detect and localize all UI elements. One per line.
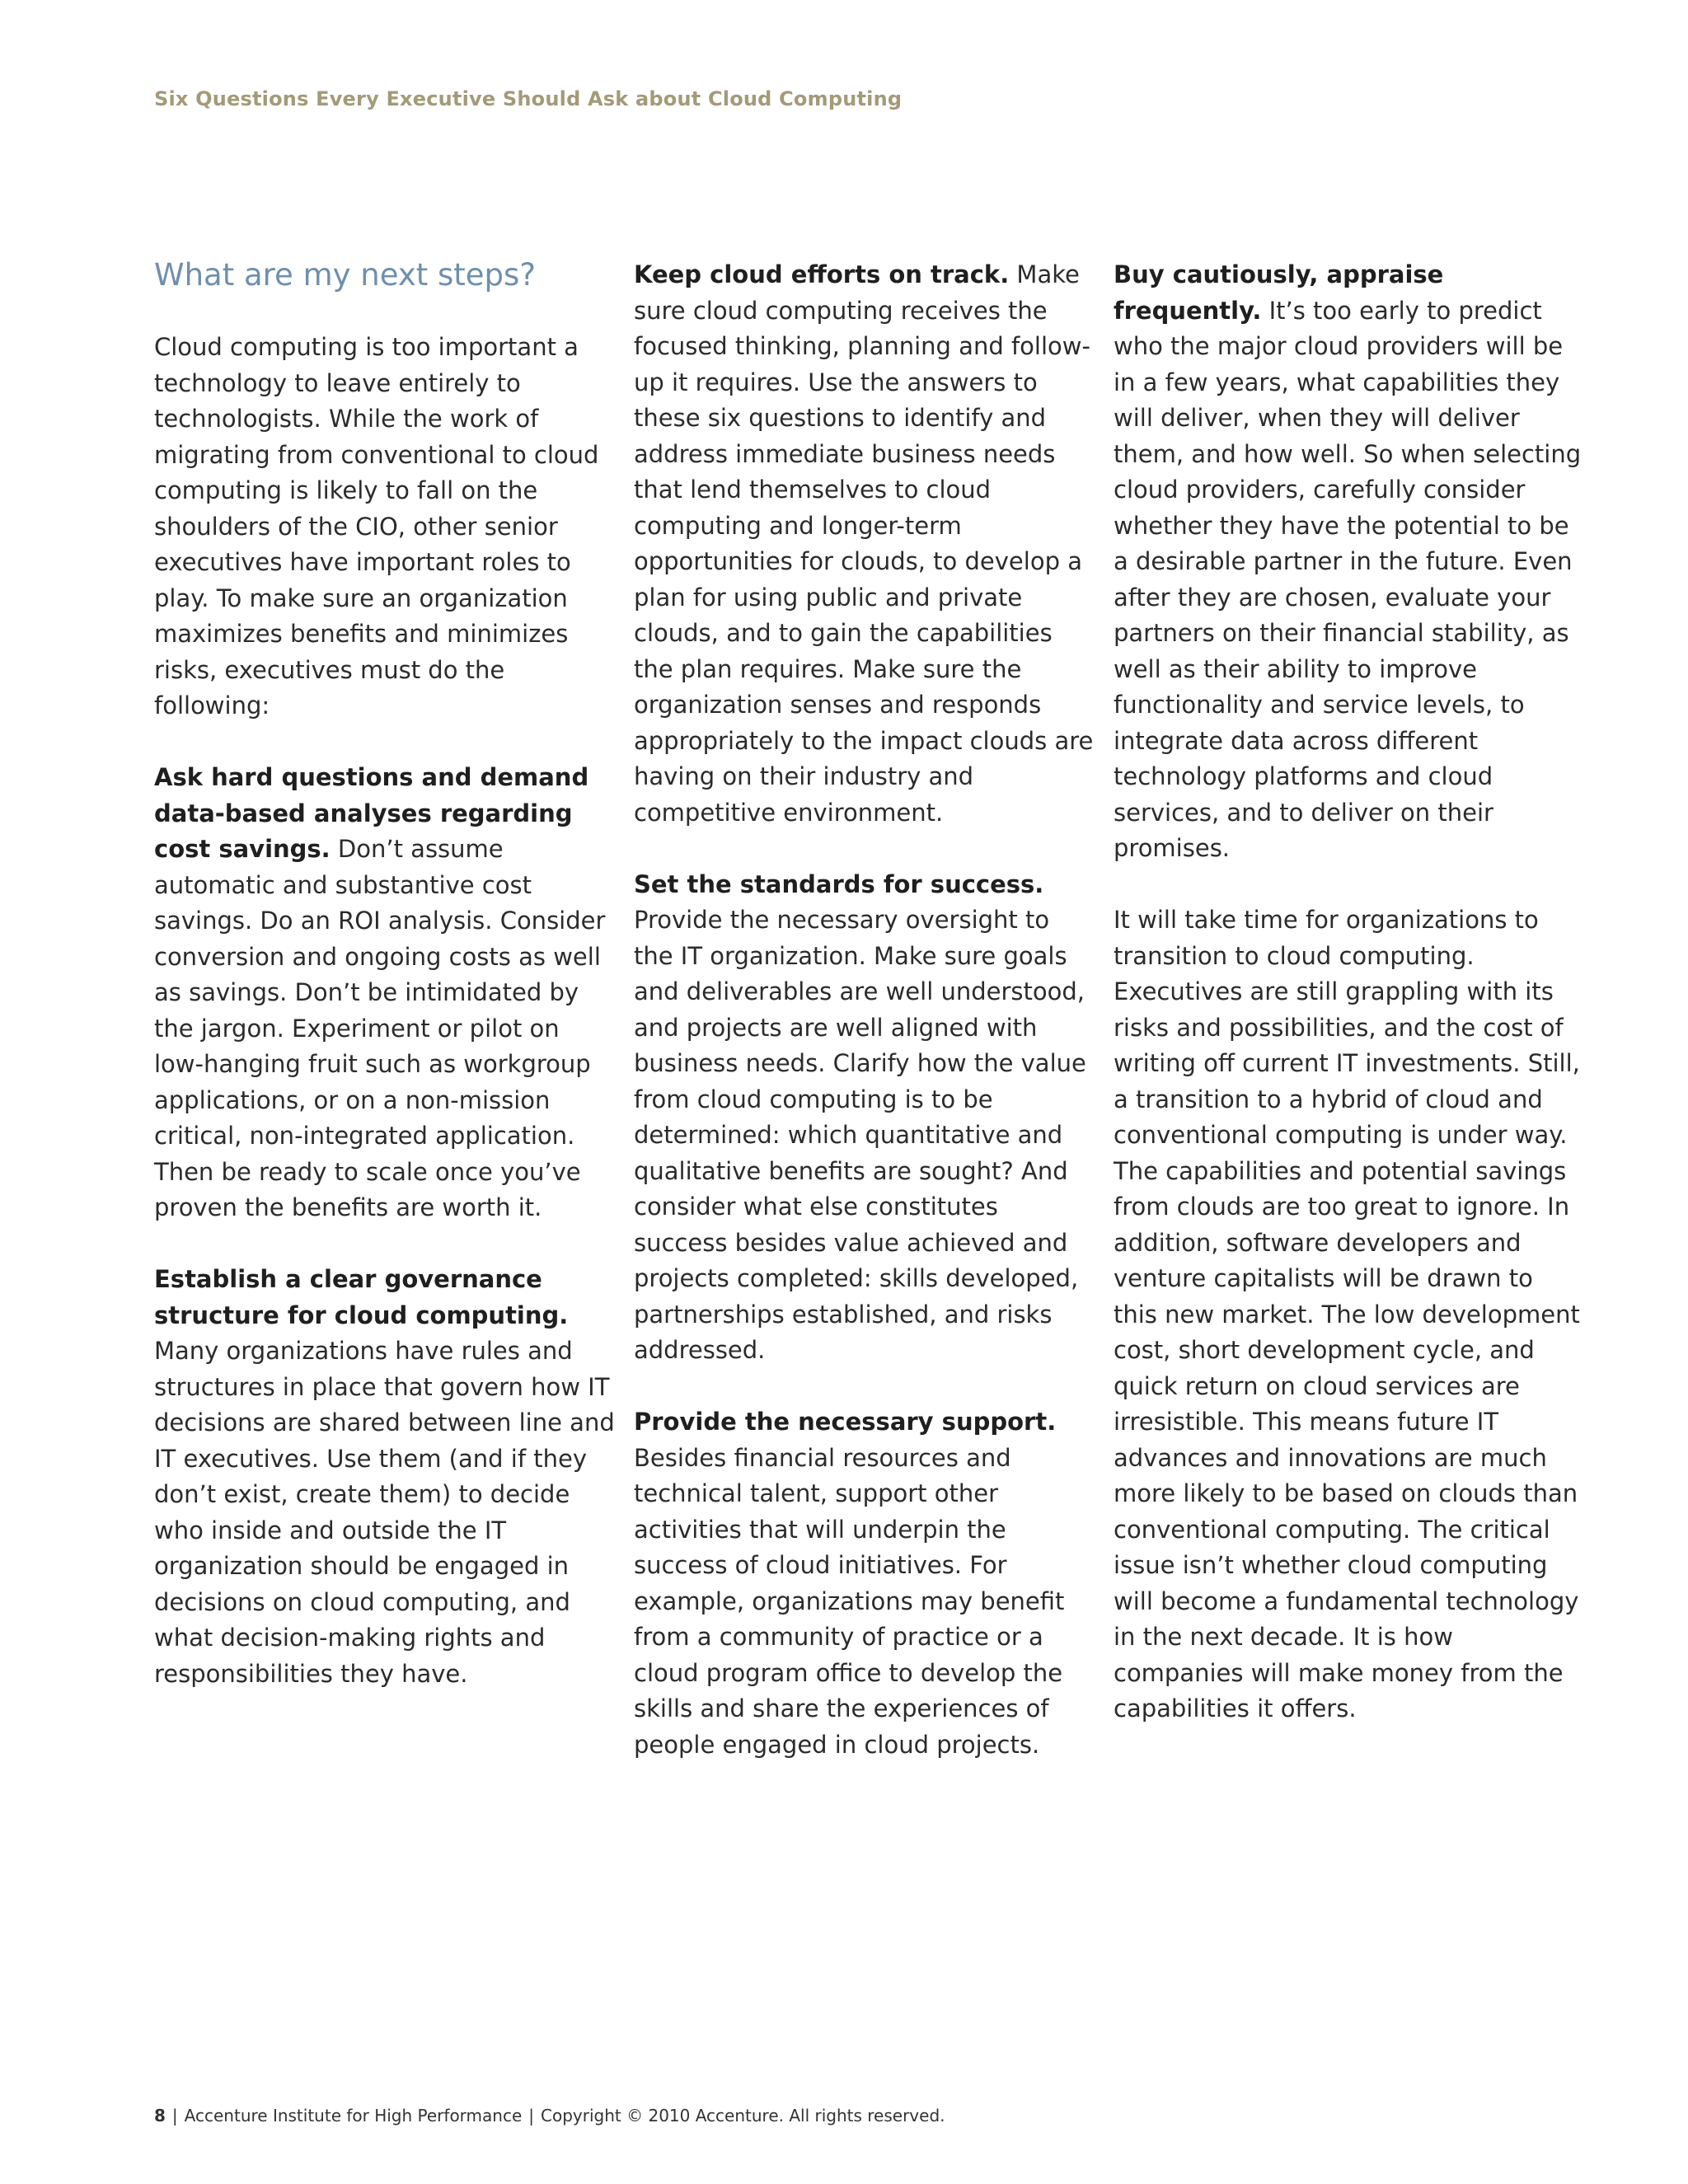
closing-paragraph: It will take time for organizations to transition to cloud computing. Executives are still grappling with its risks and possibilities, and the cost of writing off current IT investments. Still, a transition to a hybrid of cloud and conventional computing is under way. The capabilities and potential savings from clouds are too great to ignore. In addition, software developers and venture capitalists will be drawn to this new market. The low development cost, short development cycle, and quick return on cloud services are irresistible. This means future IT advances and innovations are much more likely to be based on clouds than conventional computing. The critical issue isn’t whether cloud computing will become a fundamental technology in the next decade. It is how companies will make money from the capabilities it offers. bbox=[1114, 906, 1580, 1722]
paragraph-body: Make sure cloud computing receives the focused thinking, planning and follow-up it requires. Use the answers to these six questions to identify and address immediate business needs that lend themselves to cloud computing and longer-term opportunities for clouds, to develop a plan for using public and private clouds, and to gain the capabilities the plan requires. Make sure the organization senses and responds appropriately to the impact clouds are having on their industry and competitive environment. bbox=[634, 260, 1094, 827]
intro-paragraph: Cloud computing is too important a technology to leave entirely to technologists. While the work of migrating from conventional to cloud computing is likely to fall on the shoulders of the CIO, other senior executives have important roles to play. To make sure an organization maximizes benefits and minimizes risks, executives must do the following: bbox=[154, 333, 599, 719]
page-footer bbox=[154, 2106, 945, 2125]
footer-copyright: Copyright © 2010 Accenture. All rights reserved. bbox=[541, 2106, 945, 2125]
paragraph-cost-savings bbox=[154, 760, 616, 1226]
column-right bbox=[1114, 257, 1583, 1763]
paragraph-body: Provide the necessary oversight to the IT organization. Make sure goals and deliverables are well understood, and projects are well aligned with business needs. Clarify how the value from cloud computing is to be determined: which quantitative and qualitative benefits are sought? And consider what else constitutes success besides value achieved and projects completed: skills developed, partnerships established, and risks addressed. bbox=[634, 906, 1086, 1364]
paragraph-lead: Keep cloud efforts on track. bbox=[634, 260, 1010, 288]
footer-institute: Accenture Institute for High Performance bbox=[184, 2106, 523, 2125]
paragraph-lead: Set the standards for success. bbox=[634, 869, 1044, 898]
paragraph-body: Besides financial resources and technical talent, support other activities that will underpin the success of cloud initiatives. For example, organizations may benefit from a community of practice or a cloud program office to develop the skills and share the experiences of people engaged in cloud projects. bbox=[634, 1443, 1065, 1759]
paragraph-lead: Ask hard questions and demand data-based analyses regarding cost savings. bbox=[154, 763, 589, 863]
section-title: What are my next steps? bbox=[154, 257, 536, 293]
paragraph-lead: Provide the necessary support. bbox=[634, 1408, 1057, 1436]
paragraph-on-track bbox=[634, 257, 1095, 831]
paragraph-buy-cautiously bbox=[1114, 257, 1583, 867]
paragraph-support bbox=[634, 1404, 1095, 1763]
paragraph-lead: Buy cautiously, appraise frequently. bbox=[1114, 260, 1444, 325]
column-left bbox=[154, 257, 616, 1728]
footer-separator: | bbox=[171, 2106, 178, 2125]
running-header: Six Questions Every Executive Should Ask about Cloud Computing bbox=[154, 87, 903, 110]
paragraph-body: Don’t assume automatic and substantive cost savings. Do an ROI analysis. Consider conversion and ongoing costs as well as savings. Don’t be intimidated by the jargon. Experiment or pilot on low-hanging fruit such as workgroup applications, or on a non-mission critical, non-integrated application. Then be ready to scale once you’ve proven the benefits are worth it. bbox=[154, 835, 606, 1221]
paragraph-governance bbox=[154, 1262, 616, 1692]
page-number: 8 bbox=[154, 2106, 166, 2125]
paragraph-lead: Establish a clear governance structure for cloud computing. bbox=[154, 1265, 569, 1329]
paragraph-body: It’s too early to predict who the major cloud providers will be in a few years, what capabilities they will deliver, when they will deliver them, and how well. So when selecting cloud providers, carefully consider whether they have the potential to be a desirable partner in the future. Even after they are chosen, evaluate your partners on their financial stability, as well as their ability to improve functionality and service levels, to integrate data across different technology platforms and cloud services, and to deliver on their promises. bbox=[1114, 296, 1582, 862]
paragraph-body: Many organizations have rules and structures in place that govern how IT decisions are shared between line and IT executives. Use them (and if they don’t exist, create them) to decide who inside and outside the IT organization should be engaged in decisions on cloud computing, and what decision-making rights and responsibilities they have. bbox=[154, 1337, 615, 1688]
column-middle bbox=[634, 257, 1095, 1799]
footer-separator: | bbox=[528, 2106, 535, 2125]
paragraph-standards bbox=[634, 867, 1095, 1369]
